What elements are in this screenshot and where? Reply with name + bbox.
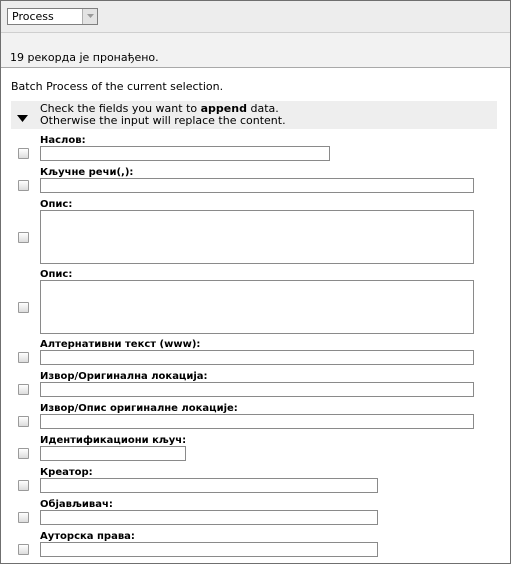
records-count: 19 рекорда је пронађено. xyxy=(10,51,159,64)
append-checkbox-publisher[interactable] xyxy=(18,512,29,523)
field-label-title: Наслов: xyxy=(40,135,86,146)
process-select-value: Process xyxy=(12,10,54,23)
title-input[interactable] xyxy=(40,146,330,161)
field-label-publisher: Објављивач: xyxy=(40,499,113,510)
publisher-input[interactable] xyxy=(40,510,378,525)
creator-input[interactable] xyxy=(40,478,378,493)
append-hint xyxy=(11,101,497,129)
status-bar xyxy=(1,33,510,68)
alt-text-input[interactable] xyxy=(40,350,474,365)
append-checkbox-source-description[interactable] xyxy=(18,416,29,427)
chevron-down-icon[interactable] xyxy=(82,9,97,24)
description-textarea[interactable] xyxy=(40,210,474,264)
toolbar xyxy=(1,1,510,33)
field-label-keywords: Кључне речи(,): xyxy=(40,167,134,178)
field-label-description: Опис: xyxy=(40,199,73,210)
append-checkbox-alt-text[interactable] xyxy=(18,352,29,363)
copyright-input[interactable] xyxy=(40,542,378,557)
append-checkbox-title[interactable] xyxy=(18,148,29,159)
append-checkbox-creator[interactable] xyxy=(18,480,29,491)
keywords-input[interactable] xyxy=(40,178,474,193)
source-description-input[interactable] xyxy=(40,414,474,429)
field-label-copyright: Ауторска права: xyxy=(40,531,135,542)
field-label-identifier: Идентификациони кључ: xyxy=(40,435,187,446)
hint-line-2: Otherwise the input will replace the content. xyxy=(40,114,286,127)
identifier-input[interactable] xyxy=(40,446,186,461)
process-select[interactable] xyxy=(7,8,98,25)
batch-heading: Batch Process of the current selection. xyxy=(11,80,224,93)
append-checkbox-copyright[interactable] xyxy=(18,544,29,555)
field-label-source-description: Извор/Опис оригиналне локације: xyxy=(40,403,238,414)
append-checkbox-description-2[interactable] xyxy=(18,302,29,313)
append-checkbox-keywords[interactable] xyxy=(18,180,29,191)
field-label-alt-text: Алтернативни текст (www): xyxy=(40,339,201,350)
description-2-textarea[interactable] xyxy=(40,280,474,334)
append-checkbox-description[interactable] xyxy=(18,232,29,243)
field-label-description-2: Опис: xyxy=(40,269,73,280)
append-checkbox-identifier[interactable] xyxy=(18,448,29,459)
field-label-creator: Креатор: xyxy=(40,467,93,478)
collapse-triangle-icon[interactable] xyxy=(17,112,28,125)
append-checkbox-source-location[interactable] xyxy=(18,384,29,395)
source-location-input[interactable] xyxy=(40,382,474,397)
field-label-source-location: Извор/Оригинална локација: xyxy=(40,371,208,382)
hint-line-1: Check the fields you want to append data. xyxy=(40,102,279,115)
